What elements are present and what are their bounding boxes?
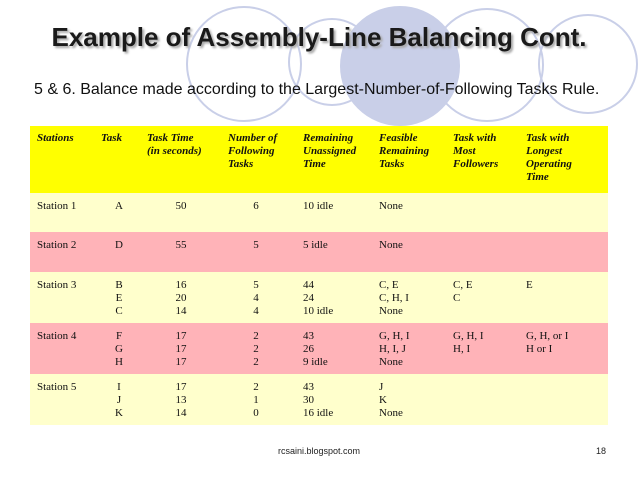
cell-line: H or I [526, 343, 553, 355]
slide-subtitle: 5 & 6. Balance made according to the Largest-Number-of-Following Tasks Rule. [34, 81, 600, 98]
cell-most-followers [453, 330, 484, 356]
cell-remaining-time [303, 200, 333, 213]
cell-line: F [115, 330, 123, 342]
cell-line: Most [453, 145, 476, 157]
cell-line: 17 [175, 356, 187, 368]
cell-line: Longest [526, 145, 563, 157]
cell-task [108, 279, 130, 318]
cell-line: Tasks [228, 158, 254, 170]
cell-line: C [115, 305, 123, 317]
cell-line: Task [101, 132, 122, 144]
cell-line: 5 [253, 279, 259, 291]
cell-task-time [166, 330, 196, 369]
cell-line: K [379, 394, 387, 406]
cell-task [108, 381, 130, 420]
cell-line: 10 idle [303, 200, 334, 212]
cell-line: 16 [175, 279, 187, 291]
page-number: 18 [596, 446, 607, 456]
slide-title: Example of Assembly-Line Balancing Cont. [51, 22, 587, 52]
cell-most-followers [453, 279, 473, 305]
cell-remaining-time [303, 330, 328, 369]
cell-line: 5 [253, 239, 259, 251]
cell-remaining-time [303, 381, 333, 420]
table-row [30, 272, 608, 323]
cell-line: 9 idle [303, 356, 328, 368]
cell-following-tasks [246, 330, 266, 369]
cell-line: Following [228, 145, 275, 157]
cell-line: 2 [253, 343, 259, 355]
cell-line: Number of [228, 132, 278, 144]
cell-line: G, H, I [453, 330, 484, 342]
cell-line: None [379, 356, 403, 368]
cell-line: C [453, 292, 461, 304]
cell-line: Feasible [379, 132, 418, 144]
cell-line: Tasks [379, 158, 405, 170]
header-task [101, 132, 122, 145]
cell-following-tasks [246, 200, 266, 213]
cell-line: 6 [253, 200, 259, 212]
cell-line: Unassigned [303, 145, 357, 157]
cell-line: G, H, or I [526, 330, 569, 342]
cell-line: 5 idle [303, 239, 328, 251]
cell-line: I [117, 381, 121, 393]
cell-task-time [166, 381, 196, 420]
cell-feasible-tasks [379, 330, 410, 369]
cell-line: Operating [526, 158, 572, 170]
cell-line: C, H, I [379, 292, 409, 304]
cell-line: 43 [303, 381, 314, 393]
cell-longest-time [526, 279, 533, 292]
cell-line: 14 [175, 407, 187, 419]
cell-line: (in seconds) [147, 145, 202, 157]
cell-feasible-tasks [379, 200, 403, 213]
cell-stations: Station 3 [37, 279, 77, 291]
cell-line: Task with [526, 132, 570, 144]
header-task-time [147, 132, 202, 158]
cell-following-tasks [246, 279, 266, 318]
cell-line: None [379, 305, 403, 317]
header-most-followers [453, 132, 498, 171]
cell-line: Followers [453, 158, 499, 170]
cell-line: 1 [253, 394, 259, 406]
cell-line: Time [526, 171, 549, 183]
cell-line: 4 [253, 292, 259, 304]
cell-line: Remaining [303, 132, 354, 144]
cell-line: None [379, 407, 403, 419]
cell-line: 50 [175, 200, 187, 212]
header-following-tasks [228, 132, 277, 171]
cell-task-time [166, 239, 196, 252]
cell-line: 2 [253, 356, 259, 368]
cell-line: H [115, 356, 123, 368]
cell-line: D [115, 239, 123, 251]
footer-source: rcsaini.blogspot.com [277, 446, 361, 456]
cell-line: 26 [303, 343, 314, 355]
cell-feasible-tasks [379, 279, 409, 318]
cell-line: 44 [303, 279, 314, 291]
cell-line: None [379, 239, 403, 251]
cell-line: 0 [253, 407, 259, 419]
cell-stations: Station 4 [37, 330, 77, 342]
cell-line: B [115, 279, 123, 291]
cell-task [108, 239, 130, 252]
cell-line: E [115, 292, 123, 304]
table-row [30, 323, 608, 374]
cell-line: C, E [379, 279, 399, 291]
cell-stations: Station 5 [37, 381, 77, 393]
cell-line: G, H, I [379, 330, 410, 342]
cell-line: 2 [253, 381, 259, 393]
cell-feasible-tasks [379, 239, 403, 252]
cell-line: Time [303, 158, 326, 170]
cell-line: 16 idle [303, 407, 334, 419]
cell-line: H, I [453, 343, 471, 355]
cell-stations: Station 1 [37, 200, 77, 212]
cell-task [108, 200, 130, 213]
cell-line: None [379, 200, 403, 212]
table-header-row [30, 126, 608, 193]
cell-line: 17 [175, 343, 187, 355]
cell-line: Task with [453, 132, 497, 144]
cell-following-tasks [246, 239, 266, 252]
header-feasible-tasks [379, 132, 429, 171]
cell-line: 24 [303, 292, 314, 304]
cell-line: J [116, 394, 122, 406]
header-longest-time [526, 132, 572, 184]
cell-line: 10 idle [303, 305, 334, 317]
table-row [30, 193, 608, 232]
cell-line: C, E [453, 279, 473, 291]
cell-stations: Station 2 [37, 239, 77, 251]
cell-line: H, I, J [379, 343, 406, 355]
cell-line: Remaining [379, 145, 430, 157]
cell-line: 13 [175, 394, 187, 406]
cell-line: 2 [253, 330, 259, 342]
cell-line: E [526, 279, 533, 291]
cell-line: Task Time [147, 132, 194, 144]
balancing-table [30, 126, 608, 425]
cell-task-time [166, 279, 196, 318]
cell-task [108, 330, 130, 369]
header-stations [37, 132, 74, 145]
cell-line: 30 [303, 394, 314, 406]
cell-line: 43 [303, 330, 314, 342]
cell-line: 14 [175, 305, 187, 317]
header-remaining-time [303, 132, 356, 171]
cell-feasible-tasks [379, 381, 403, 420]
cell-remaining-time [303, 279, 333, 318]
cell-line: G [115, 343, 123, 355]
cell-line: 4 [253, 305, 259, 317]
cell-longest-time [526, 330, 568, 356]
cell-line: 20 [175, 292, 187, 304]
cell-following-tasks [246, 381, 266, 420]
cell-line: Stations [37, 132, 74, 144]
cell-line: K [115, 407, 123, 419]
cell-remaining-time [303, 239, 328, 252]
cell-line: 17 [175, 381, 187, 393]
cell-line: 17 [175, 330, 187, 342]
cell-task-time [166, 200, 196, 213]
cell-line: J [379, 381, 384, 393]
cell-line: 55 [175, 239, 187, 251]
cell-line: A [115, 200, 123, 212]
table-row [30, 374, 608, 425]
table-row [30, 232, 608, 272]
